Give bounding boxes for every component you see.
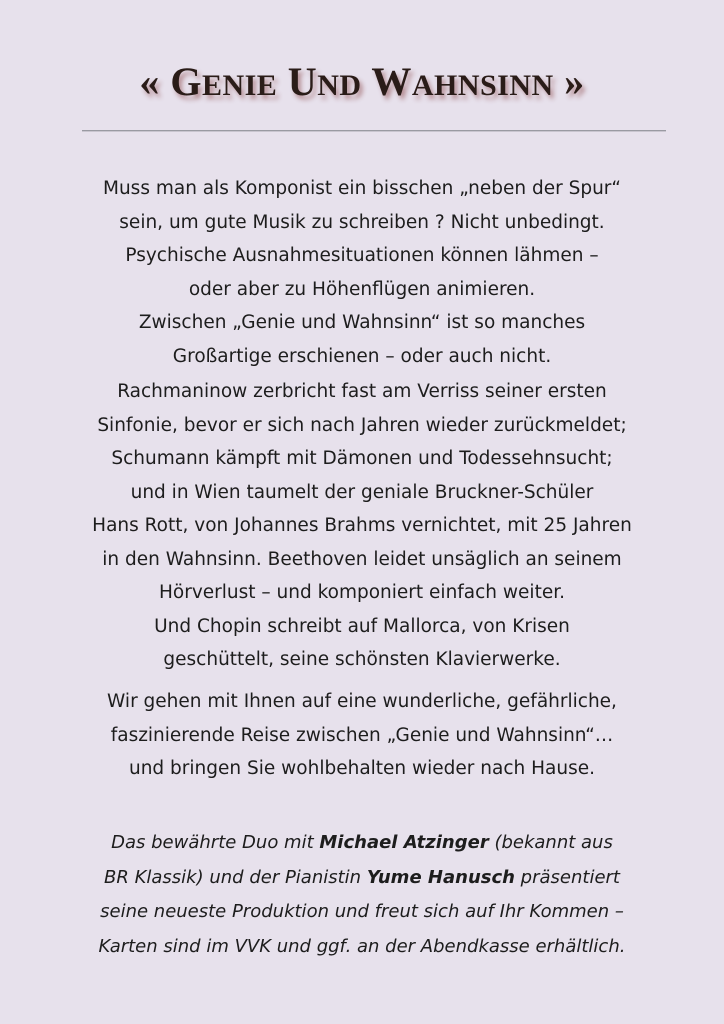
text-line: oder aber zu Höhenflügen animieren. bbox=[188, 278, 536, 300]
text-line: geschüttelt, seine schönsten Klavierwerke. bbox=[163, 649, 561, 670]
text-line: Psychische Ausnahmesituationen können lähmen – bbox=[125, 245, 599, 266]
text-line: sein, um gute Musik zu schreiben ? Nicht unbedingt. bbox=[119, 211, 605, 233]
text-line: Zwischen „Genie und Wahnsinn“ ist so manches bbox=[138, 312, 586, 333]
text-line: Muss man als Komponist ein bisschen „neben der Spur“ bbox=[103, 178, 621, 199]
text-line: Karten sind im VVK und ggf. an der Abendkasse erhältlich. bbox=[98, 935, 626, 957]
text-line: Rachmaninow zerbricht fast am Verriss seiner ersten bbox=[117, 381, 607, 402]
text-line: und in Wien taumelt der geniale Bruckner-Schüler bbox=[130, 481, 594, 503]
text-line: in den Wahnsinn. Beethoven leidet unsäglich an seinem bbox=[102, 548, 622, 570]
text-line: Hans Rott, von Johannes Brahms vernichtet, mit 25 Jahren bbox=[92, 515, 632, 536]
text-segment: präsentiert bbox=[514, 866, 620, 888]
text-line: Sinfonie, bevor er sich nach Jahren wieder zurückmeldet; bbox=[97, 414, 627, 436]
text-line bbox=[40, 826, 684, 861]
text-line: faszinierende Reise zwischen „Genie und Wahnsinn“… bbox=[110, 724, 614, 746]
composers-paragraph bbox=[40, 375, 684, 677]
title-divider bbox=[82, 130, 666, 132]
text-line: Großartige erschienen – oder auch nicht. bbox=[172, 345, 552, 367]
performer-name: Yume Hanusch bbox=[366, 866, 515, 888]
performer-name: Michael Atzinger bbox=[319, 832, 489, 853]
text-segment: (bekannt aus bbox=[488, 832, 613, 853]
text-line: Wir gehen mit Ihnen auf eine wunderliche, gefährliche, bbox=[107, 691, 617, 712]
page-title: « GENIE UND WAHNSINN » bbox=[139, 59, 585, 104]
text-segment: BR Klassik) und der Pianistin bbox=[104, 866, 367, 888]
text-line bbox=[40, 861, 684, 896]
text-line: und bringen Sie wohlbehalten wieder nach Hause. bbox=[128, 758, 596, 779]
text-line: Hörverlust – und komponiert einfach weiter. bbox=[158, 582, 565, 603]
text-line: Und Chopin schreibt auf Mallorca, von Krisen bbox=[154, 615, 570, 637]
text-line: Schumann kämpft mit Dämonen und Todessehnsucht; bbox=[111, 448, 613, 469]
text-line: seine neueste Produktion und freut sich auf Ihr Kommen – bbox=[100, 901, 624, 922]
duo-paragraph bbox=[40, 826, 684, 964]
intro-paragraph bbox=[40, 172, 684, 373]
journey-paragraph bbox=[40, 685, 684, 786]
text-segment: Das bewährte Duo mit bbox=[111, 832, 320, 853]
